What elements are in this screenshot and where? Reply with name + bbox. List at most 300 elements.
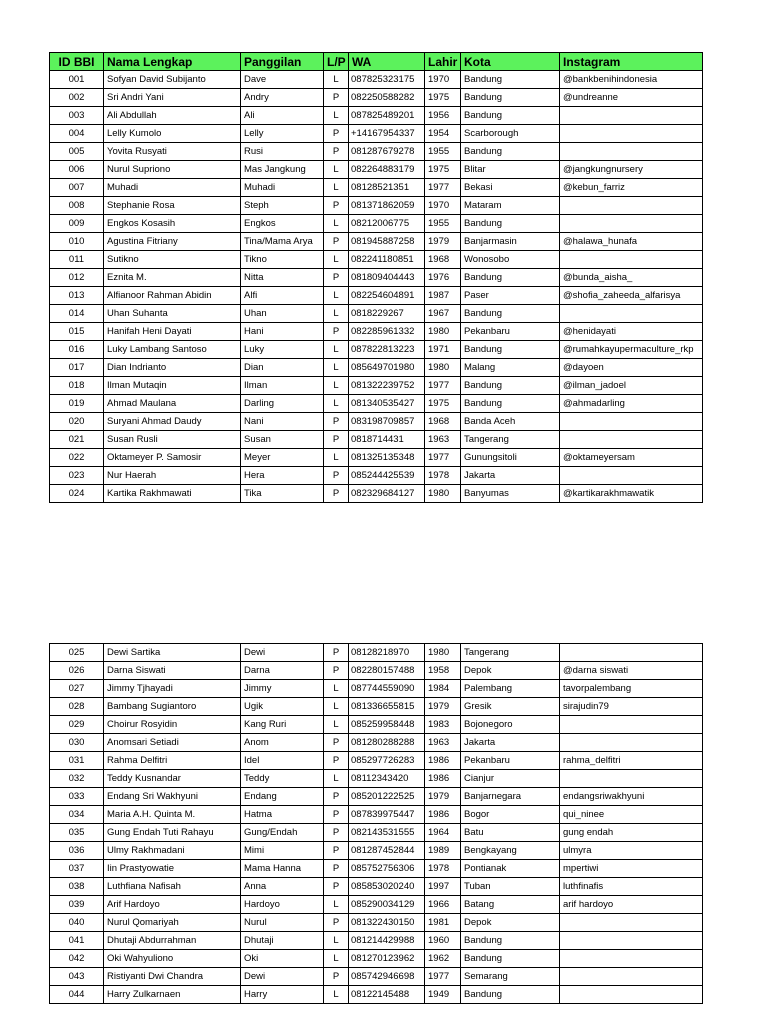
table-row: [50, 806, 703, 824]
cell-wa: 085201222525: [349, 788, 425, 806]
cell-panggilan: Alfi: [241, 287, 324, 305]
cell-id: 041: [50, 932, 104, 950]
table-row: [50, 179, 703, 197]
cell-wa: 085259958448: [349, 716, 425, 734]
cell-id: 012: [50, 269, 104, 287]
table-row: [50, 161, 703, 179]
cell-panggilan: Anom: [241, 734, 324, 752]
cell-nama: Iin Prastyowatie: [104, 860, 241, 878]
cell-panggilan: Susan: [241, 431, 324, 449]
cell-instagram: [560, 125, 703, 143]
cell-instagram: sirajudin79: [560, 698, 703, 716]
cell-id: 025: [50, 644, 104, 662]
cell-panggilan: Dave: [241, 71, 324, 89]
cell-lp: P: [324, 269, 349, 287]
cell-instagram: rahma_delfitri: [560, 752, 703, 770]
cell-wa: 082329684127: [349, 485, 425, 503]
cell-kota: Pekanbaru: [461, 323, 560, 341]
cell-instagram: [560, 716, 703, 734]
table-row: [50, 788, 703, 806]
cell-instagram: [560, 197, 703, 215]
cell-wa: +14167954337: [349, 125, 425, 143]
cell-lahir: 1977: [425, 377, 461, 395]
cell-kota: Bojonegoro: [461, 716, 560, 734]
cell-instagram: @jangkungnursery: [560, 161, 703, 179]
header-id: ID BBI: [50, 53, 104, 71]
header-lp: L/P: [324, 53, 349, 71]
table-row: [50, 734, 703, 752]
cell-kota: Bandung: [461, 950, 560, 968]
cell-nama: Dewi Sartika: [104, 644, 241, 662]
cell-wa: 081945887258: [349, 233, 425, 251]
cell-nama: Sutikno: [104, 251, 241, 269]
header-lahir: Lahir: [425, 53, 461, 71]
cell-lahir: 1970: [425, 197, 461, 215]
cell-lahir: 1963: [425, 734, 461, 752]
cell-wa: 081287452844: [349, 842, 425, 860]
cell-panggilan: Teddy: [241, 770, 324, 788]
cell-id: 035: [50, 824, 104, 842]
table-row: [50, 89, 703, 107]
cell-wa: 081325135348: [349, 449, 425, 467]
cell-lp: P: [324, 644, 349, 662]
cell-lahir: 1987: [425, 287, 461, 305]
table-row: [50, 431, 703, 449]
cell-lp: L: [324, 770, 349, 788]
cell-instagram: qui_ninee: [560, 806, 703, 824]
cell-nama: Ali Abdullah: [104, 107, 241, 125]
cell-kota: Bandung: [461, 107, 560, 125]
cell-id: 009: [50, 215, 104, 233]
cell-instagram: [560, 431, 703, 449]
cell-kota: Bogor: [461, 806, 560, 824]
cell-kota: Tangerang: [461, 431, 560, 449]
table-row: [50, 716, 703, 734]
cell-lahir: 1978: [425, 467, 461, 485]
cell-nama: Sri Andri Yani: [104, 89, 241, 107]
cell-id: 032: [50, 770, 104, 788]
cell-wa: 087822813223: [349, 341, 425, 359]
cell-id: 005: [50, 143, 104, 161]
cell-lahir: 1960: [425, 932, 461, 950]
cell-instagram: @kartikarakhmawatik: [560, 485, 703, 503]
table-row: [50, 842, 703, 860]
cell-lahir: 1997: [425, 878, 461, 896]
cell-instagram: @shofia_zaheeda_alfarisya: [560, 287, 703, 305]
cell-id: 001: [50, 71, 104, 89]
cell-kota: Batu: [461, 824, 560, 842]
cell-lahir: 1989: [425, 842, 461, 860]
cell-lahir: 1971: [425, 341, 461, 359]
cell-lp: P: [324, 662, 349, 680]
cell-kota: Depok: [461, 662, 560, 680]
cell-nama: Suryani Ahmad Daudy: [104, 413, 241, 431]
cell-id: 030: [50, 734, 104, 752]
cell-nama: Oki Wahyuliono: [104, 950, 241, 968]
cell-nama: Luthfiana Nafisah: [104, 878, 241, 896]
cell-wa: 0818714431: [349, 431, 425, 449]
cell-lp: P: [324, 197, 349, 215]
cell-kota: Banjarmasin: [461, 233, 560, 251]
cell-panggilan: Anna: [241, 878, 324, 896]
cell-lahir: 1983: [425, 716, 461, 734]
cell-nama: Anomsari Setiadi: [104, 734, 241, 752]
cell-nama: Ristiyanti Dwi Chandra: [104, 968, 241, 986]
cell-panggilan: Hatma: [241, 806, 324, 824]
cell-panggilan: Dian: [241, 359, 324, 377]
table-row: [50, 305, 703, 323]
cell-id: 042: [50, 950, 104, 968]
cell-lahir: 1962: [425, 950, 461, 968]
cell-lahir: 1958: [425, 662, 461, 680]
cell-lp: L: [324, 377, 349, 395]
cell-lp: L: [324, 932, 349, 950]
cell-panggilan: Luky: [241, 341, 324, 359]
cell-nama: Agustina Fitriany: [104, 233, 241, 251]
cell-nama: Harry Zulkarnaen: [104, 986, 241, 1004]
cell-id: 018: [50, 377, 104, 395]
cell-panggilan: Meyer: [241, 449, 324, 467]
cell-lp: P: [324, 125, 349, 143]
cell-kota: Batang: [461, 896, 560, 914]
cell-lp: L: [324, 395, 349, 413]
cell-instagram: @ahmadarling: [560, 395, 703, 413]
cell-instagram: [560, 932, 703, 950]
cell-lp: P: [324, 878, 349, 896]
table-row: [50, 752, 703, 770]
cell-wa: 087825489201: [349, 107, 425, 125]
cell-lp: P: [324, 824, 349, 842]
cell-id: 007: [50, 179, 104, 197]
cell-kota: Bandung: [461, 143, 560, 161]
table-row: [50, 950, 703, 968]
cell-wa: 081336655815: [349, 698, 425, 716]
cell-id: 028: [50, 698, 104, 716]
cell-lahir: 1981: [425, 914, 461, 932]
cell-kota: Depok: [461, 914, 560, 932]
table-row: [50, 323, 703, 341]
cell-kota: Blitar: [461, 161, 560, 179]
table-row: [50, 986, 703, 1004]
cell-lahir: 1978: [425, 860, 461, 878]
cell-lahir: 1966: [425, 896, 461, 914]
cell-nama: Hanifah Heni Dayati: [104, 323, 241, 341]
cell-lahir: 1975: [425, 89, 461, 107]
cell-id: 004: [50, 125, 104, 143]
cell-wa: 081322430150: [349, 914, 425, 932]
cell-wa: 081809404443: [349, 269, 425, 287]
cell-id: 019: [50, 395, 104, 413]
cell-instagram: [560, 734, 703, 752]
cell-nama: Nurul Qomariyah: [104, 914, 241, 932]
cell-nama: Oktameyer P. Samosir: [104, 449, 241, 467]
cell-lp: P: [324, 968, 349, 986]
table-row: [50, 377, 703, 395]
cell-nama: Arif Hardoyo: [104, 896, 241, 914]
cell-wa: 081340535427: [349, 395, 425, 413]
cell-id: 008: [50, 197, 104, 215]
cell-kota: Mataram: [461, 197, 560, 215]
cell-instagram: [560, 968, 703, 986]
table-row: [50, 914, 703, 932]
cell-wa: 082254604891: [349, 287, 425, 305]
cell-lahir: 1979: [425, 698, 461, 716]
cell-id: 010: [50, 233, 104, 251]
cell-lahir: 1955: [425, 143, 461, 161]
cell-instagram: mpertiwi: [560, 860, 703, 878]
cell-nama: Teddy Kusnandar: [104, 770, 241, 788]
header-instagram: Instagram: [560, 53, 703, 71]
cell-panggilan: Engkos: [241, 215, 324, 233]
cell-panggilan: Darna: [241, 662, 324, 680]
cell-wa: 0818229267: [349, 305, 425, 323]
cell-nama: Darna Siswati: [104, 662, 241, 680]
cell-lahir: 1984: [425, 680, 461, 698]
cell-panggilan: Jimmy: [241, 680, 324, 698]
cell-lahir: 1955: [425, 215, 461, 233]
table-body-1: [50, 71, 703, 503]
cell-wa: 087744559090: [349, 680, 425, 698]
table-row: [50, 968, 703, 986]
cell-nama: Nurul Supriono: [104, 161, 241, 179]
cell-kota: Semarang: [461, 968, 560, 986]
cell-instagram: arif hardoyo: [560, 896, 703, 914]
table-row: [50, 71, 703, 89]
cell-lahir: 1986: [425, 770, 461, 788]
cell-nama: Choirur Rosyidin: [104, 716, 241, 734]
table-row: [50, 467, 703, 485]
cell-id: 043: [50, 968, 104, 986]
cell-lahir: 1963: [425, 431, 461, 449]
cell-lp: L: [324, 449, 349, 467]
cell-lahir: 1980: [425, 485, 461, 503]
cell-kota: Bandung: [461, 395, 560, 413]
cell-wa: 085297726283: [349, 752, 425, 770]
cell-nama: Alfianoor Rahman Abidin: [104, 287, 241, 305]
cell-wa: 081214429988: [349, 932, 425, 950]
cell-lp: L: [324, 107, 349, 125]
cell-nama: Nur Haerah: [104, 467, 241, 485]
cell-panggilan: Uhan: [241, 305, 324, 323]
cell-wa: 082280157488: [349, 662, 425, 680]
cell-lahir: 1979: [425, 788, 461, 806]
table-row: [50, 662, 703, 680]
cell-panggilan: Hani: [241, 323, 324, 341]
cell-panggilan: Ugik: [241, 698, 324, 716]
cell-wa: 081270123962: [349, 950, 425, 968]
cell-lahir: 1979: [425, 233, 461, 251]
cell-lp: L: [324, 716, 349, 734]
cell-wa: 085290034129: [349, 896, 425, 914]
cell-panggilan: Oki: [241, 950, 324, 968]
cell-nama: Ulmy Rakhmadani: [104, 842, 241, 860]
cell-instagram: [560, 770, 703, 788]
cell-lahir: 1986: [425, 752, 461, 770]
cell-kota: Banyumas: [461, 485, 560, 503]
cell-panggilan: Harry: [241, 986, 324, 1004]
cell-kota: Jakarta: [461, 734, 560, 752]
cell-kota: Bandung: [461, 377, 560, 395]
cell-id: 002: [50, 89, 104, 107]
cell-id: 006: [50, 161, 104, 179]
cell-nama: Maria A.H. Quinta M.: [104, 806, 241, 824]
cell-instagram: [560, 950, 703, 968]
cell-panggilan: Muhadi: [241, 179, 324, 197]
cell-lp: P: [324, 734, 349, 752]
cell-panggilan: Steph: [241, 197, 324, 215]
cell-nama: Endang Sri Wakhyuni: [104, 788, 241, 806]
cell-lp: L: [324, 215, 349, 233]
cell-panggilan: Darling: [241, 395, 324, 413]
cell-id: 015: [50, 323, 104, 341]
cell-nama: Dian Indrianto: [104, 359, 241, 377]
member-table-2: [49, 643, 703, 1004]
cell-wa: 082264883179: [349, 161, 425, 179]
cell-lahir: 1977: [425, 449, 461, 467]
cell-nama: Susan Rusli: [104, 431, 241, 449]
cell-nama: Uhan Suhanta: [104, 305, 241, 323]
cell-nama: Stephanie Rosa: [104, 197, 241, 215]
cell-instagram: gung endah: [560, 824, 703, 842]
cell-panggilan: Idel: [241, 752, 324, 770]
cell-kota: Palembang: [461, 680, 560, 698]
cell-wa: 085649701980: [349, 359, 425, 377]
table-row: [50, 644, 703, 662]
cell-panggilan: Nurul: [241, 914, 324, 932]
cell-lahir: 1986: [425, 806, 461, 824]
cell-lahir: 1949: [425, 986, 461, 1004]
cell-nama: Rahma Delfitri: [104, 752, 241, 770]
table-row: [50, 215, 703, 233]
cell-nama: Jimmy Tjhayadi: [104, 680, 241, 698]
cell-instagram: [560, 215, 703, 233]
cell-lahir: 1968: [425, 413, 461, 431]
cell-panggilan: Endang: [241, 788, 324, 806]
cell-wa: 08112343420: [349, 770, 425, 788]
cell-panggilan: Mas Jangkung: [241, 161, 324, 179]
cell-kota: Cianjur: [461, 770, 560, 788]
cell-nama: Ahmad Maulana: [104, 395, 241, 413]
cell-instagram: @undreanne: [560, 89, 703, 107]
cell-panggilan: Gung/Endah: [241, 824, 324, 842]
cell-instagram: @ilman_jadoel: [560, 377, 703, 395]
cell-instagram: @rumahkayupermaculture_rkp: [560, 341, 703, 359]
header-panggilan: Panggilan: [241, 53, 324, 71]
table-row: [50, 359, 703, 377]
table-row: [50, 449, 703, 467]
cell-panggilan: Nitta: [241, 269, 324, 287]
cell-lp: L: [324, 680, 349, 698]
cell-wa: 08128218970: [349, 644, 425, 662]
cell-wa: 083198709857: [349, 413, 425, 431]
cell-wa: 087825323175: [349, 71, 425, 89]
cell-wa: 081287679278: [349, 143, 425, 161]
table-row: [50, 698, 703, 716]
cell-panggilan: Dewi: [241, 968, 324, 986]
cell-lp: P: [324, 413, 349, 431]
header-wa: WA: [349, 53, 425, 71]
cell-panggilan: Dhutaji: [241, 932, 324, 950]
cell-wa: 081280288288: [349, 734, 425, 752]
cell-lp: P: [324, 806, 349, 824]
cell-wa: 082250588282: [349, 89, 425, 107]
table-row: [50, 341, 703, 359]
cell-panggilan: Andry: [241, 89, 324, 107]
cell-nama: Sofyan David Subijanto: [104, 71, 241, 89]
cell-lahir: 1980: [425, 323, 461, 341]
cell-wa: 08122145488: [349, 986, 425, 1004]
cell-instagram: [560, 143, 703, 161]
cell-id: 039: [50, 896, 104, 914]
cell-lahir: 1975: [425, 395, 461, 413]
cell-instagram: [560, 107, 703, 125]
table-row: [50, 395, 703, 413]
cell-wa: 081322239752: [349, 377, 425, 395]
cell-nama: Lelly Kumolo: [104, 125, 241, 143]
cell-id: 017: [50, 359, 104, 377]
cell-panggilan: Ilman: [241, 377, 324, 395]
cell-panggilan: Hardoyo: [241, 896, 324, 914]
cell-kota: Malang: [461, 359, 560, 377]
table-row: [50, 107, 703, 125]
cell-wa: 085853020240: [349, 878, 425, 896]
cell-lp: P: [324, 842, 349, 860]
cell-lahir: 1954: [425, 125, 461, 143]
cell-instagram: [560, 914, 703, 932]
cell-kota: Tangerang: [461, 644, 560, 662]
cell-nama: Engkos Kosasih: [104, 215, 241, 233]
cell-wa: 082285961332: [349, 323, 425, 341]
cell-lahir: 1980: [425, 359, 461, 377]
cell-id: 024: [50, 485, 104, 503]
cell-lp: P: [324, 323, 349, 341]
cell-nama: Yovita Rusyati: [104, 143, 241, 161]
cell-instagram: [560, 986, 703, 1004]
cell-wa: 081371862059: [349, 197, 425, 215]
cell-wa: 085752756306: [349, 860, 425, 878]
cell-wa: 082241180851: [349, 251, 425, 269]
cell-panggilan: Rusi: [241, 143, 324, 161]
cell-lp: P: [324, 233, 349, 251]
table-row: [50, 485, 703, 503]
cell-id: 027: [50, 680, 104, 698]
cell-kota: Jakarta: [461, 467, 560, 485]
cell-kota: Bandung: [461, 986, 560, 1004]
cell-kota: Bandung: [461, 305, 560, 323]
cell-id: 023: [50, 467, 104, 485]
cell-kota: Scarborough: [461, 125, 560, 143]
cell-id: 022: [50, 449, 104, 467]
cell-instagram: @bankbenihindonesia: [560, 71, 703, 89]
cell-lp: L: [324, 341, 349, 359]
cell-id: 044: [50, 986, 104, 1004]
cell-lp: P: [324, 752, 349, 770]
cell-lahir: 1956: [425, 107, 461, 125]
cell-nama: Eznita M.: [104, 269, 241, 287]
cell-lp: P: [324, 89, 349, 107]
cell-kota: Pekanbaru: [461, 752, 560, 770]
table-row: [50, 251, 703, 269]
cell-lp: L: [324, 950, 349, 968]
cell-kota: Bandung: [461, 269, 560, 287]
cell-lahir: 1976: [425, 269, 461, 287]
table-row: [50, 680, 703, 698]
cell-lahir: 1980: [425, 644, 461, 662]
header-kota: Kota: [461, 53, 560, 71]
cell-lp: L: [324, 71, 349, 89]
cell-instagram: @dayoen: [560, 359, 703, 377]
cell-instagram: @oktameyersam: [560, 449, 703, 467]
